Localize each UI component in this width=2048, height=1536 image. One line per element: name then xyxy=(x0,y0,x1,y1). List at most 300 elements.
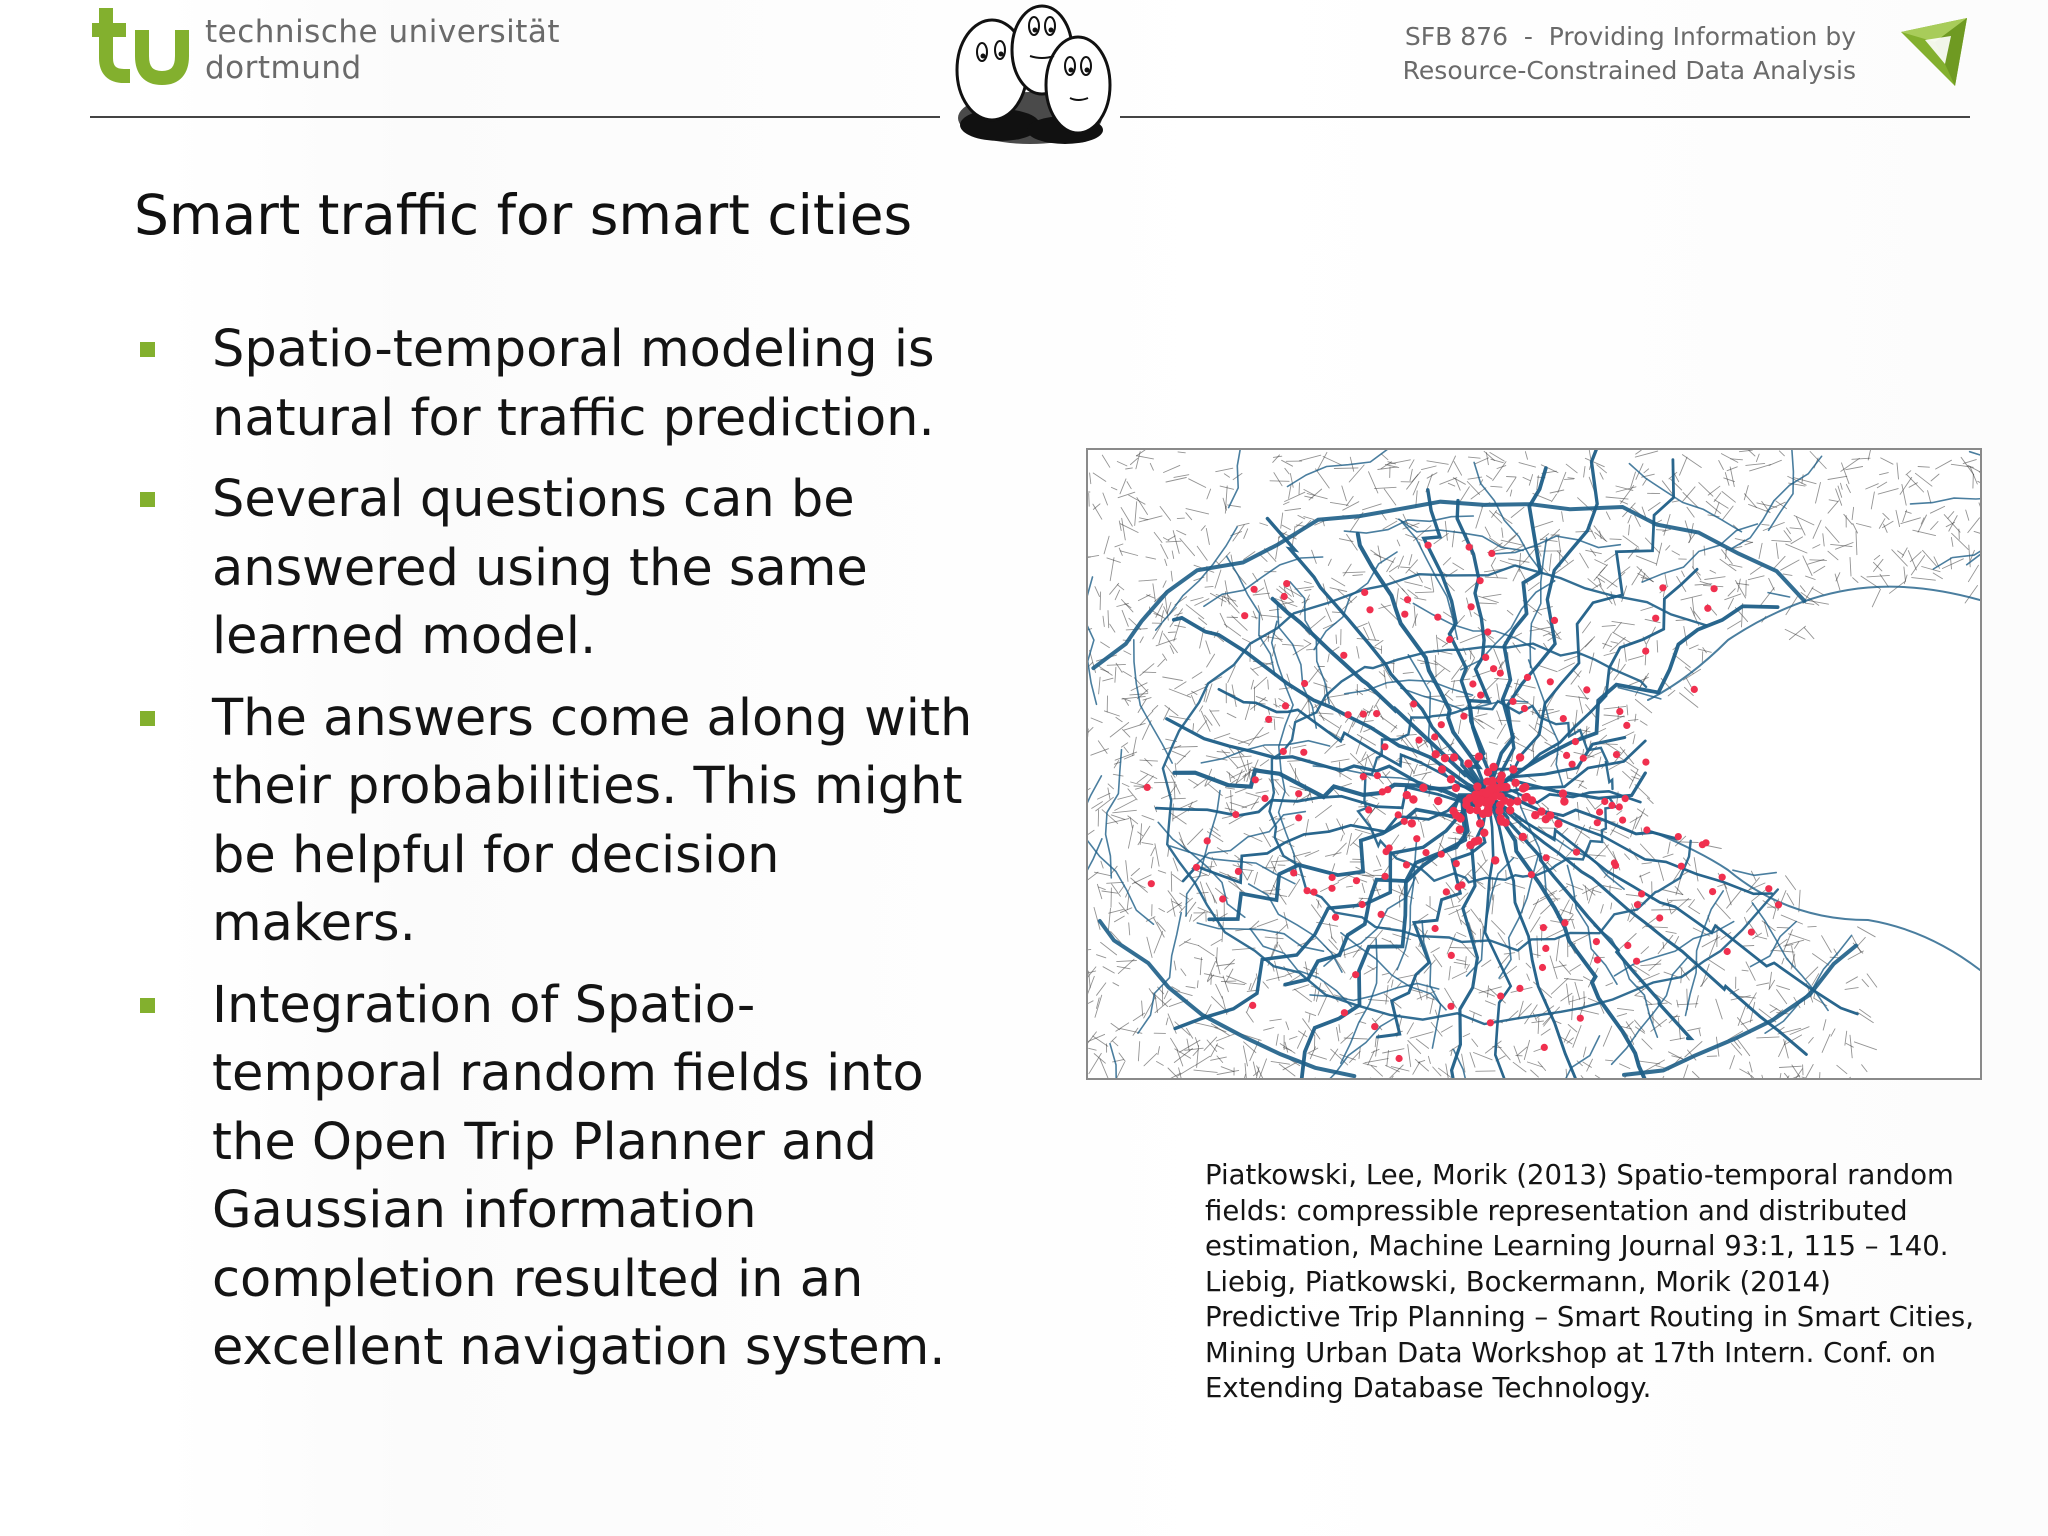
minor-street xyxy=(1375,641,1383,646)
header-divider-left xyxy=(90,116,940,118)
sensor-dot xyxy=(1516,753,1524,761)
sensor-dot xyxy=(1301,680,1308,687)
sensor-dot xyxy=(1453,860,1460,867)
minor-street xyxy=(1163,677,1183,681)
minor-street xyxy=(1611,903,1612,909)
minor-street xyxy=(1602,625,1615,626)
minor-street xyxy=(1819,1073,1820,1079)
minor-street xyxy=(1279,1064,1295,1076)
minor-street xyxy=(1602,716,1624,726)
minor-street xyxy=(1109,908,1111,929)
sfb-title-line1: SFB 876 - Providing Information by xyxy=(1404,22,1856,51)
sensor-dot xyxy=(1577,1015,1584,1022)
minor-street xyxy=(1123,729,1130,737)
sensor-dot xyxy=(1438,721,1445,728)
sensor-dot xyxy=(1593,938,1600,945)
minor-street xyxy=(1965,586,1977,604)
minor-street xyxy=(1259,1059,1267,1078)
minor-street xyxy=(1290,747,1291,754)
minor-street xyxy=(1140,518,1148,520)
minor-street xyxy=(1174,784,1175,799)
sensor-dot xyxy=(1711,585,1718,592)
minor-street xyxy=(1822,1034,1830,1052)
minor-street xyxy=(1777,927,1790,928)
minor-street xyxy=(1342,486,1347,501)
minor-street xyxy=(1828,501,1839,513)
sensor-dot xyxy=(1361,589,1368,596)
minor-street xyxy=(1567,984,1570,1005)
minor-street xyxy=(1572,996,1573,1020)
minor-street xyxy=(1686,678,1691,687)
sensor-dot xyxy=(1410,700,1417,707)
secondary-road xyxy=(1612,958,1688,1064)
sensor-dot xyxy=(1596,809,1603,816)
minor-street xyxy=(1264,1028,1274,1031)
minor-street xyxy=(1093,473,1106,481)
sensor-dot xyxy=(1431,733,1438,740)
minor-street xyxy=(1088,788,1090,792)
minor-street xyxy=(1784,531,1792,541)
minor-street xyxy=(1121,743,1127,747)
minor-street xyxy=(1529,475,1532,486)
sensor-dot xyxy=(1382,873,1389,880)
minor-street xyxy=(1779,1041,1786,1057)
minor-street xyxy=(1199,946,1215,956)
minor-street xyxy=(1425,587,1432,590)
minor-street xyxy=(1472,1039,1478,1047)
minor-street xyxy=(1151,857,1153,868)
minor-street xyxy=(1822,936,1832,953)
minor-street xyxy=(1579,697,1583,713)
minor-street xyxy=(1270,1019,1282,1021)
minor-street xyxy=(1408,1041,1421,1054)
minor-street xyxy=(1408,1045,1411,1067)
minor-street xyxy=(1252,617,1258,619)
minor-street xyxy=(1786,876,1796,890)
minor-street xyxy=(1100,592,1101,610)
minor-street xyxy=(1189,779,1198,785)
sensor-dot xyxy=(1528,871,1535,878)
minor-street xyxy=(1178,801,1197,809)
minor-street xyxy=(1552,494,1557,502)
minor-street xyxy=(1169,689,1191,697)
minor-street xyxy=(1381,716,1397,728)
minor-street xyxy=(1088,872,1098,885)
minor-street xyxy=(1274,719,1275,730)
minor-street xyxy=(1113,1041,1118,1046)
minor-street xyxy=(1727,890,1742,908)
minor-street xyxy=(1513,1062,1526,1072)
minor-street xyxy=(1746,463,1765,465)
minor-street xyxy=(1103,493,1108,505)
minor-street xyxy=(1095,587,1100,597)
minor-street xyxy=(1428,1056,1430,1063)
minor-street xyxy=(1180,539,1195,556)
minor-street xyxy=(1192,672,1202,678)
minor-street xyxy=(1585,458,1604,466)
minor-street xyxy=(1902,485,1906,506)
minor-street xyxy=(1470,1053,1475,1068)
minor-street xyxy=(1592,890,1601,893)
minor-street xyxy=(1583,622,1591,633)
minor-street xyxy=(1375,487,1397,488)
minor-street xyxy=(1762,524,1769,525)
minor-street xyxy=(1881,458,1893,464)
minor-street xyxy=(1101,642,1110,648)
minor-street xyxy=(1189,479,1206,488)
bullet-item xyxy=(134,316,1014,453)
minor-street xyxy=(1117,961,1137,962)
minor-street xyxy=(1646,1003,1668,1005)
sensor-dot xyxy=(1513,797,1521,805)
university-name-line2: dortmund xyxy=(205,50,362,86)
minor-street xyxy=(1617,1014,1627,1017)
minor-street xyxy=(1293,985,1309,991)
minor-street xyxy=(1158,871,1165,874)
minor-street xyxy=(1347,535,1358,551)
sensor-dot xyxy=(1521,793,1529,801)
minor-street xyxy=(1696,996,1699,1008)
minor-street xyxy=(1166,1018,1168,1025)
minor-street xyxy=(1385,915,1403,922)
sensor-dot xyxy=(1765,885,1772,892)
minor-street xyxy=(1813,954,1830,966)
minor-street xyxy=(1617,1008,1633,1010)
minor-street xyxy=(1550,490,1564,493)
sensor-dot xyxy=(1464,759,1472,767)
minor-street xyxy=(1260,760,1268,766)
minor-street xyxy=(1483,594,1501,597)
minor-street xyxy=(1159,909,1165,912)
minor-street xyxy=(1093,1036,1108,1046)
bullet-line: be helpful for decision xyxy=(212,825,780,885)
minor-street xyxy=(1304,640,1311,644)
minor-street xyxy=(1719,461,1724,470)
minor-street xyxy=(1478,863,1490,877)
minor-street xyxy=(1846,484,1850,492)
minor-street xyxy=(1304,517,1314,520)
bullet-list xyxy=(134,316,1014,1383)
minor-street xyxy=(1616,487,1636,492)
minor-street xyxy=(1347,834,1352,855)
minor-street xyxy=(1258,733,1269,738)
minor-street xyxy=(1343,502,1359,511)
sensor-dot xyxy=(1295,814,1302,821)
minor-street xyxy=(1860,1009,1871,1017)
minor-street xyxy=(1316,983,1320,1001)
minor-street xyxy=(1757,983,1769,985)
sensor-dot xyxy=(1642,759,1649,766)
minor-street xyxy=(1384,489,1396,505)
minor-street xyxy=(1116,717,1122,721)
minor-street xyxy=(1897,463,1899,479)
minor-street xyxy=(1142,1001,1143,1016)
sensor-dot xyxy=(1219,895,1226,902)
minor-street xyxy=(1378,467,1397,470)
minor-street xyxy=(1157,1062,1164,1066)
minor-street xyxy=(1647,798,1653,804)
minor-street xyxy=(1088,1034,1105,1042)
minor-street xyxy=(1572,920,1575,928)
minor-street xyxy=(1772,540,1791,541)
bullet-line: the Open Trip Planner and xyxy=(212,1112,878,1172)
minor-street xyxy=(1757,1037,1779,1038)
minor-street xyxy=(1491,558,1495,566)
minor-street xyxy=(1265,937,1283,939)
minor-street xyxy=(1730,467,1734,487)
sensor-dot xyxy=(1449,807,1457,815)
minor-street xyxy=(1268,680,1269,689)
minor-street xyxy=(1336,635,1337,644)
minor-street xyxy=(1588,579,1598,587)
minor-street xyxy=(1635,714,1636,721)
minor-street xyxy=(1333,647,1339,651)
minor-street xyxy=(1751,1076,1766,1079)
sensor-dot xyxy=(1329,874,1336,881)
minor-street xyxy=(1112,884,1121,896)
sensor-dot xyxy=(1616,708,1623,715)
sensor-dot xyxy=(1446,636,1453,643)
minor-street xyxy=(1407,1023,1413,1034)
minor-street xyxy=(1716,999,1722,1019)
minor-street xyxy=(1606,743,1621,753)
sensor-dot xyxy=(1678,863,1685,870)
minor-street xyxy=(1137,498,1148,515)
minor-street xyxy=(1525,1005,1538,1024)
minor-street xyxy=(1097,884,1101,898)
minor-street xyxy=(1248,871,1252,879)
minor-street xyxy=(1728,598,1733,609)
minor-street xyxy=(1487,476,1493,480)
minor-street xyxy=(1227,713,1236,717)
bullet-line: excellent navigation system. xyxy=(212,1318,946,1377)
minor-street xyxy=(1246,793,1261,797)
minor-street xyxy=(1457,616,1464,624)
minor-street xyxy=(1293,852,1310,857)
sensor-dot xyxy=(1473,806,1481,814)
sensor-dot xyxy=(1519,784,1527,792)
minor-street xyxy=(1750,565,1763,574)
minor-street xyxy=(1215,570,1221,588)
minor-street xyxy=(1315,806,1331,818)
minor-street xyxy=(1122,784,1129,787)
minor-street xyxy=(1180,893,1189,899)
minor-street xyxy=(1443,558,1450,565)
minor-street xyxy=(1185,1048,1204,1050)
minor-street xyxy=(1570,904,1573,914)
sensor-dot xyxy=(1719,874,1726,881)
minor-street xyxy=(1846,977,1857,983)
minor-street xyxy=(1130,458,1137,464)
minor-street xyxy=(1165,764,1176,778)
minor-street xyxy=(1516,940,1522,945)
sensor-dot xyxy=(1371,1023,1378,1030)
minor-street xyxy=(1368,1051,1375,1065)
minor-street xyxy=(1583,1047,1586,1057)
minor-street xyxy=(1687,507,1694,517)
minor-street xyxy=(1299,455,1320,461)
minor-street xyxy=(1172,551,1174,559)
minor-street xyxy=(1826,527,1840,543)
minor-street xyxy=(1715,500,1729,508)
sensor-dot xyxy=(1366,606,1373,613)
minor-street xyxy=(1107,664,1125,665)
minor-street xyxy=(1585,640,1592,647)
minor-street xyxy=(1315,1032,1320,1039)
minor-street xyxy=(1103,967,1114,973)
minor-street xyxy=(1097,955,1106,958)
sensor-dot xyxy=(1447,775,1455,783)
minor-street xyxy=(1339,1025,1340,1033)
minor-street xyxy=(1511,507,1524,517)
sensor-dot xyxy=(1310,889,1317,896)
minor-street xyxy=(1642,863,1652,864)
sensor-dot xyxy=(1477,796,1485,804)
minor-street xyxy=(1510,490,1512,496)
minor-street xyxy=(1677,1000,1678,1007)
minor-street xyxy=(1097,983,1106,995)
sensor-dot xyxy=(1295,790,1302,797)
minor-street xyxy=(1272,861,1289,862)
sensor-dot xyxy=(1594,956,1601,963)
minor-street xyxy=(1779,451,1784,456)
minor-street xyxy=(1131,868,1139,875)
minor-street xyxy=(1126,861,1128,882)
university-name-line1: technische universität xyxy=(205,14,561,50)
minor-street xyxy=(1812,588,1824,595)
sensor-dot xyxy=(1613,751,1620,758)
sensor-dot xyxy=(1622,795,1629,802)
sensor-dot xyxy=(1469,680,1476,687)
minor-street xyxy=(1473,988,1494,997)
minor-street xyxy=(1221,1067,1234,1072)
bullet-line: Gaussian information xyxy=(212,1181,757,1240)
minor-street xyxy=(1164,991,1168,999)
minor-street xyxy=(1410,469,1412,480)
minor-street xyxy=(1341,835,1343,841)
minor-street xyxy=(1502,528,1503,537)
minor-street xyxy=(1694,858,1698,881)
minor-street xyxy=(1759,543,1762,558)
sensor-dot xyxy=(1193,864,1200,871)
minor-street xyxy=(1479,719,1495,729)
sensor-dot xyxy=(1419,784,1427,792)
minor-street xyxy=(1403,672,1413,673)
minor-street xyxy=(1328,559,1331,565)
minor-street xyxy=(1115,544,1123,547)
sensor-dot xyxy=(1249,1002,1256,1009)
minor-street xyxy=(1806,967,1818,979)
secondary-road xyxy=(1106,750,1122,878)
minor-street xyxy=(1601,905,1604,914)
minor-street xyxy=(1140,664,1154,676)
sensor-dot xyxy=(1477,692,1484,699)
sensor-dot xyxy=(1373,710,1380,717)
minor-street xyxy=(1783,1076,1789,1078)
minor-street xyxy=(1119,548,1122,555)
minor-street xyxy=(1730,1056,1735,1069)
minor-street xyxy=(1251,680,1253,689)
minor-street xyxy=(1930,506,1944,513)
minor-street xyxy=(1630,916,1635,922)
minor-street xyxy=(1856,524,1871,528)
minor-street xyxy=(1089,1048,1097,1050)
minor-street xyxy=(1449,891,1453,907)
sensor-dot xyxy=(1488,550,1495,557)
minor-street xyxy=(1161,544,1168,558)
minor-street xyxy=(1438,638,1448,644)
sensor-dot xyxy=(1422,849,1429,856)
minor-street xyxy=(1770,1009,1777,1013)
minor-street xyxy=(1492,921,1505,935)
minor-street xyxy=(1648,503,1660,511)
bullet-item xyxy=(134,972,1014,1383)
minor-street xyxy=(1538,665,1557,672)
minor-street xyxy=(1756,454,1759,462)
minor-street xyxy=(1628,656,1643,660)
minor-street xyxy=(1845,988,1858,990)
minor-street xyxy=(1114,916,1124,922)
minor-street xyxy=(1140,637,1143,643)
minor-street xyxy=(1853,578,1858,583)
minor-street xyxy=(1217,948,1218,963)
minor-street xyxy=(1089,971,1091,988)
minor-street xyxy=(1331,937,1336,943)
sensor-dot xyxy=(1601,798,1608,805)
minor-street xyxy=(1874,559,1884,571)
minor-street xyxy=(1164,465,1180,472)
sensor-dot xyxy=(1148,880,1155,887)
minor-street xyxy=(1426,905,1437,912)
minor-street xyxy=(1122,610,1128,626)
secondary-road xyxy=(1615,922,1734,976)
minor-street xyxy=(1507,477,1517,478)
sensor-dot xyxy=(1594,819,1601,826)
minor-street xyxy=(1174,961,1176,970)
minor-street xyxy=(1224,474,1229,478)
minor-street xyxy=(1604,706,1626,709)
minor-street xyxy=(1175,682,1186,689)
minor-street xyxy=(1805,603,1814,604)
minor-street xyxy=(1263,982,1268,988)
sensor-dot xyxy=(1473,782,1481,790)
minor-street xyxy=(1636,996,1645,997)
secondary-road xyxy=(1731,456,1822,549)
minor-street xyxy=(1334,468,1358,469)
secondary-road xyxy=(1314,552,1397,650)
minor-street xyxy=(1416,1039,1428,1048)
minor-street xyxy=(1173,531,1179,554)
minor-street xyxy=(1147,595,1155,598)
minor-street xyxy=(1276,1034,1278,1045)
minor-street xyxy=(1090,473,1091,484)
minor-street xyxy=(1246,1012,1253,1022)
sensor-dot xyxy=(1359,901,1366,908)
minor-street xyxy=(1107,819,1129,824)
minor-street xyxy=(1166,478,1186,483)
minor-street xyxy=(1136,452,1140,469)
minor-street xyxy=(1254,872,1257,884)
minor-street xyxy=(1790,528,1801,529)
minor-street xyxy=(1172,751,1185,757)
minor-street xyxy=(1376,856,1380,866)
sensor-dot xyxy=(1775,901,1782,908)
minor-street xyxy=(1124,651,1131,655)
sensor-dot xyxy=(1441,754,1449,762)
minor-street xyxy=(1570,965,1581,972)
sensor-dot xyxy=(1569,761,1576,768)
sensor-dot xyxy=(1506,806,1514,814)
